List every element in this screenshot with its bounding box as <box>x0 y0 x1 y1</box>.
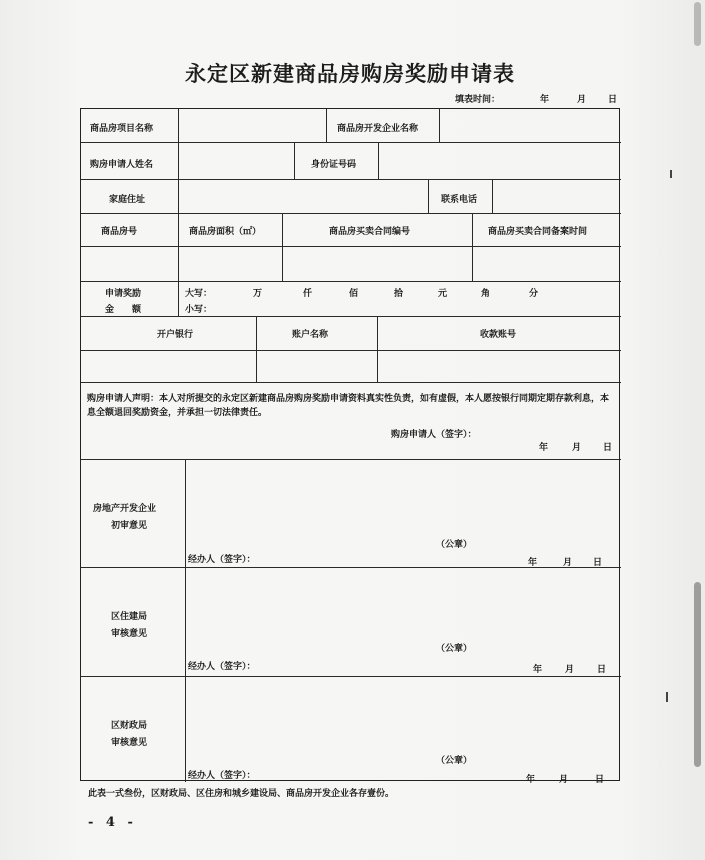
scan-mark <box>666 692 668 702</box>
unit-bai: 佰 <box>349 289 359 299</box>
review3-month: 月 <box>559 775 569 785</box>
review3-label-line1: 区财政局 <box>111 721 148 731</box>
footer-note: 此表一式叁份，区财政局、区住房和城乡建设局、商品房开发企业各存壹份。 <box>88 789 395 799</box>
fill-date-label: 填表时间： <box>455 95 501 105</box>
scrollbar-thumb-top[interactable] <box>694 2 701 46</box>
review2-label-line1: 区住建局 <box>111 612 148 622</box>
review2-year: 年 <box>533 665 543 675</box>
declaration-month: 月 <box>572 443 582 453</box>
review1-handler: 经办人（签字）： <box>188 555 256 565</box>
review1-year: 年 <box>528 558 538 568</box>
phone-label: 联系电话 <box>441 195 478 205</box>
review2-month: 月 <box>565 665 575 675</box>
review3-label-line2: 审核意见 <box>111 738 148 748</box>
reward-label-line1: 申请奖励 <box>105 289 142 299</box>
account-name-label: 账户名称 <box>292 330 329 340</box>
account-no-label: 收款账号 <box>480 330 517 340</box>
declaration-day: 日 <box>603 443 613 453</box>
filing-time-label: 商品房买卖合同备案时间 <box>488 227 588 237</box>
review1-label-line2: 初审意见 <box>111 521 148 531</box>
review2-seal: （公章） <box>436 644 473 654</box>
fill-date-day: 日 <box>608 95 618 105</box>
review3-day: 日 <box>595 775 605 785</box>
applicant-name-label: 购房申请人姓名 <box>90 160 154 170</box>
address-label: 家庭住址 <box>109 195 146 205</box>
review2-day: 日 <box>597 665 607 675</box>
review2-label-line2: 审核意见 <box>111 629 148 639</box>
reward-upper-label: 大写： <box>185 289 213 299</box>
reward-label-line2: 金 额 <box>105 305 142 315</box>
fill-date-month: 月 <box>577 95 587 105</box>
declaration-text: 购房申请人声明：本人对所提交的永定区新建商品房购房奖励申请资料真实性负责，如有虚假，本人愿按银行同期定期存款利息，本息全额退回奖励资金，并承担一切法律责任。 <box>87 394 610 418</box>
review1-seal: （公章） <box>436 540 473 550</box>
scrollbar-thumb[interactable] <box>694 582 701 767</box>
project-name-label: 商品房项目名称 <box>90 124 154 134</box>
unit-shi: 拾 <box>394 289 404 299</box>
declaration-year: 年 <box>539 443 549 453</box>
review3-year: 年 <box>526 775 536 785</box>
form-title: 永定区新建商品房购房奖励申请表 <box>185 61 515 86</box>
review3-handler: 经办人（签字）： <box>188 771 256 781</box>
review1-month: 月 <box>563 558 573 568</box>
review1-day: 日 <box>593 558 603 568</box>
review2-handler: 经办人（签字）： <box>188 662 256 672</box>
developer-name-label: 商品房开发企业名称 <box>337 124 419 134</box>
review1-label-line1: 房地产开发企业 <box>93 504 157 514</box>
unit-wan: 万 <box>253 289 263 299</box>
unit-fen: 分 <box>529 289 539 299</box>
application-form <box>80 108 620 785</box>
bank-label: 开户银行 <box>157 330 194 340</box>
unit-yuan: 元 <box>438 289 448 299</box>
contract-no-label: 商品房买卖合同编号 <box>329 227 411 237</box>
page-number: - 4 - <box>88 815 137 830</box>
house-no-label: 商品房号 <box>101 227 138 237</box>
scan-mark <box>670 170 672 178</box>
id-number-label: 身份证号码 <box>311 160 357 170</box>
unit-qian: 仟 <box>303 289 313 299</box>
fill-date-year: 年 <box>540 95 550 105</box>
reward-lower-label: 小写： <box>185 305 213 315</box>
declaration-signer: 购房申请人（签字）： <box>391 430 477 440</box>
review3-seal: （公章） <box>436 756 473 766</box>
unit-jiao: 角 <box>481 289 491 299</box>
area-label: 商品房面积（㎡） <box>189 227 262 237</box>
